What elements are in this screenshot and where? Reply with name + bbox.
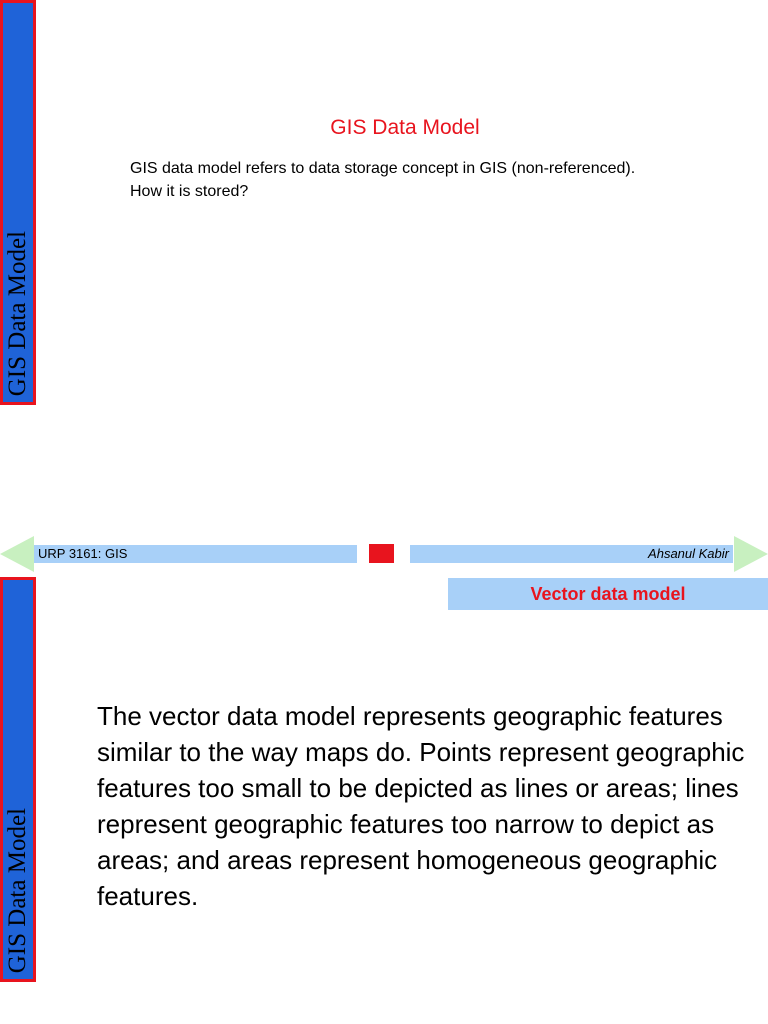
footer-marker (369, 544, 394, 563)
slide-title: GIS Data Model (330, 116, 480, 139)
slide-body-text: GIS data model refers to data storage concept in GIS (non-referenced). How it is stored? (130, 160, 636, 200)
side-label-bottom: GIS Data Model (4, 807, 31, 973)
next-arrow-icon[interactable] (734, 536, 768, 572)
previous-arrow-icon[interactable] (0, 536, 34, 572)
footer-author: Ahsanul Kabir (410, 545, 733, 563)
side-label-top: GIS Data Model (4, 230, 31, 396)
side-bar-top (0, 0, 36, 405)
section-header: Vector data model (448, 578, 768, 610)
side-bar-bottom (0, 577, 36, 982)
footer-course: URP 3161: GIS (34, 545, 357, 563)
slide-footer (0, 536, 768, 572)
slide-body-text-large: The vector data model represents geographic features similar to the way maps do. Points represent geographic features too small to be depicted as lines or areas; lines represent geographic features too narrow to depict as areas; and areas represent homogeneous geographic features. (97, 701, 745, 911)
